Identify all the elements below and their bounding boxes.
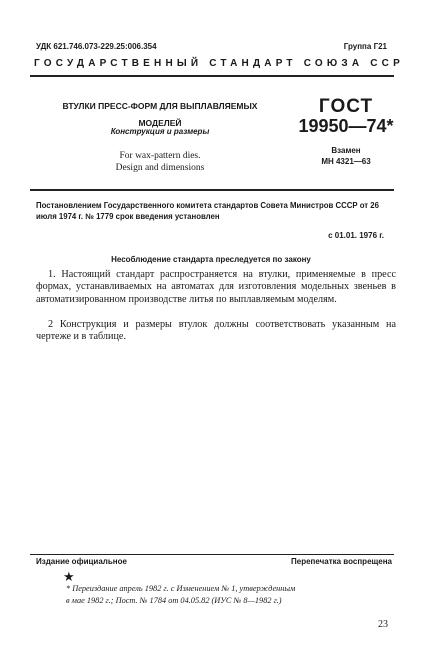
english-title-line-1: For wax-pattern dies. — [119, 151, 201, 161]
state-standard-heading: ГОСУДАРСТВЕННЫЙ СТАНДАРТ СОЮЗА ССР — [34, 58, 404, 69]
page-number: 23 — [378, 619, 388, 630]
document-subtitle: Конструкция и размеры — [110, 127, 210, 136]
title-line-1: ВТУЛКИ ПРЕСС-ФОРМ ДЛЯ ВЫПЛАВЛЯЕМЫХ — [62, 101, 258, 111]
english-title-line-2: Design and dimensions — [115, 163, 205, 173]
udk-code: УДК 621.746.073-229.25:006.354 — [36, 42, 157, 51]
title-divider — [30, 189, 394, 191]
english-title — [42, 150, 278, 174]
reissue-footnote — [66, 583, 396, 607]
header-divider — [30, 75, 394, 77]
star-icon: ★ — [63, 569, 75, 584]
paragraph-2: 2 Конструкция и размеры втулок должны соответствовать указанным на чертеже и в таблице. — [36, 319, 396, 343]
legal-warning: Несоблюдение стандарта преследуется по закону — [111, 255, 311, 264]
footnote-line-2: в мае 1982 г.; Пост. № 1784 от 04.05.82 (ИУС № 8—1982 г.) — [66, 596, 282, 605]
paragraph-1: 1. Настоящий стандарт распространяется на втулки, применяемые в пресс формах, устанавливаемых на автоматах для изготовления модельных звеньев в автоматизированном производстве литья по выплавляемым моделям. — [36, 269, 396, 305]
effective-date: с 01.01. 1976 г. — [328, 231, 384, 240]
footnote-line-1: * Переиздание апрель 1982 г. с Изменением № 1, утвержденным — [66, 584, 296, 593]
reprint-prohibited-label: Перепечатка воспрещена — [291, 557, 392, 566]
gost-number: 19950—74* — [298, 116, 394, 136]
official-edition-label: Издание официальное — [36, 557, 127, 566]
gost-label: ГОСТ — [318, 96, 374, 117]
title-line-2: МОДЕЛЕЙ — [138, 118, 182, 128]
decree-text: Постановлением Государственного комитета стандартов Совета Министров СССР от 26 июля 1974 г. № 1779 срок введения установлен — [36, 201, 379, 221]
group-code: Группа Г21 — [343, 42, 387, 51]
replaced-label: Взамен — [331, 146, 361, 155]
replaced-value: МН 4321—63 — [321, 157, 371, 166]
footer-divider — [30, 554, 394, 555]
